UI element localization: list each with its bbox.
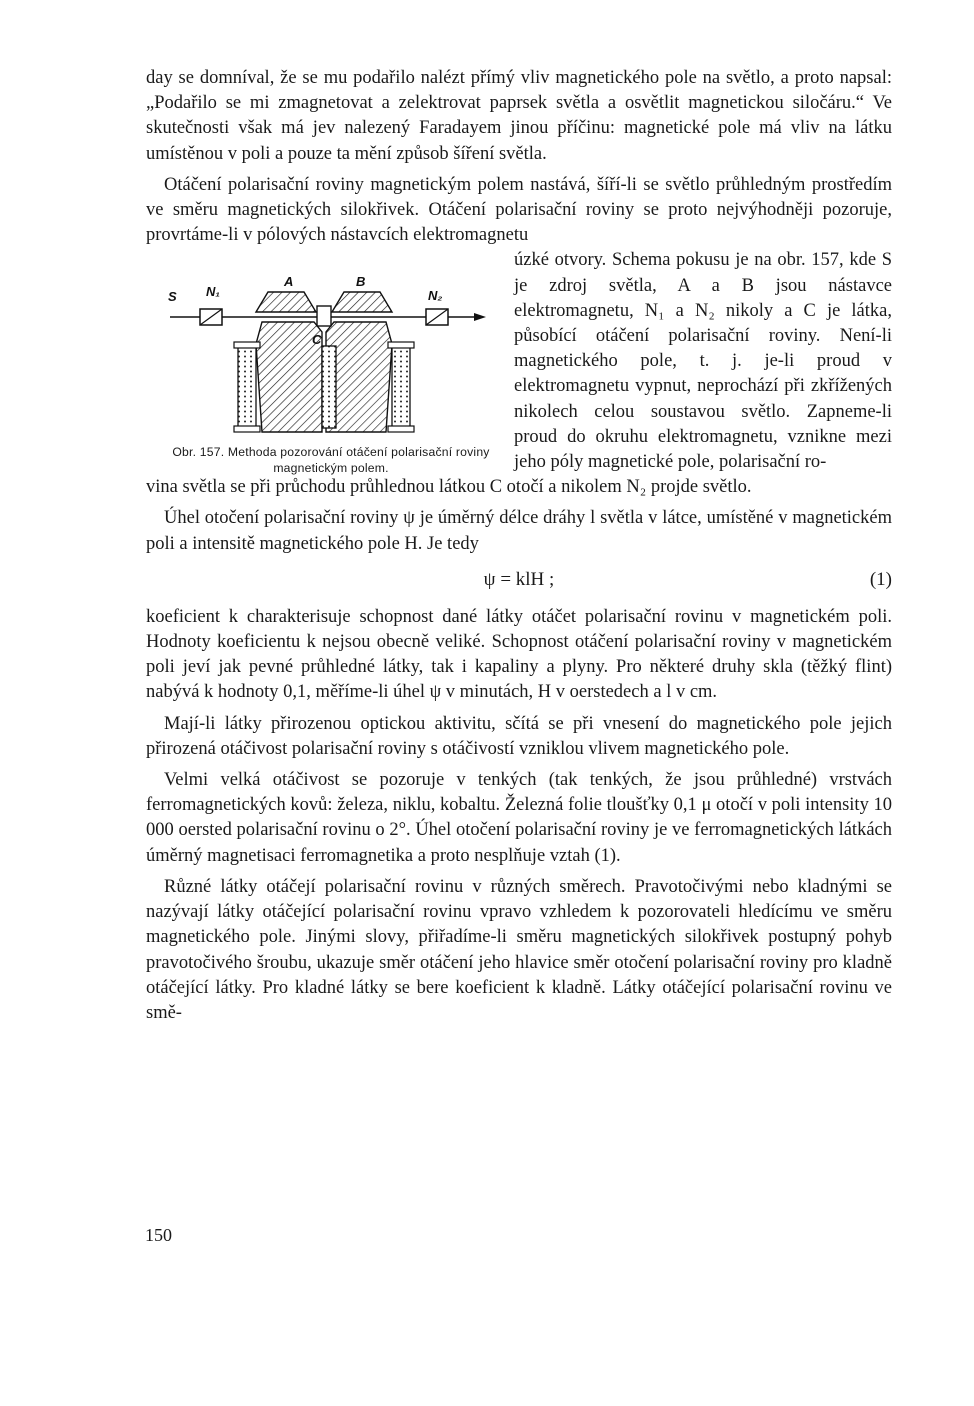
paragraph-2-wrapped: úzké otvory. Schema pokusu je na obr. 157, kde S je zdroj světla, A a B jsou nástavce elektromagnetu, N₁ a N₂ nikoly a C je látka, působící otáčení polarisační roviny. Není-li magnetického pole, t. j. je-li proud v elektromagnetu vypnut, neprochází při zkřížených nikolech celou soustavou světlo. Zapneme-li proud do okruhu elektromagnetu, vznikne mezi jeho póly magnetické pole, polarisační ro-: [514, 250, 892, 473]
paragraph-6: Velmi velká otáčivost se pozoruje v tenkých (tak tenkých, že jsou průhledné) vrstvách ferromagnetických kovů: železa, niklu, kobaltu. Železná folie tloušťky 0,1 μ otočí v poli intensity 10 000 oersted polarisační rovinu o 2°. Úhel otočení polarisační roviny je ve ferromagnetických látkách úměrný magnetisaci ferromagnetika a proto nesplňuje vztah (1).: [146, 770, 892, 866]
figure-157-diagram: [164, 274, 494, 436]
paragraph-4: koeficient k charakterisuje schopnost dané látky otáčet polarisační rovinu v magnetickém poli. Hodnoty koeficientu k nejsou obecně veliké. Schopnost otáčení polarisační roviny v magnetickém poli jeví jak pevné průhledné látky, tak i kapaliny a plyny. Pro některé druhy skla (těžký flint) nabývá k hodnoty 0,1, měříme-li úhel ψ v minutách, H v oerstedech a l v cm.: [146, 606, 892, 703]
paragraph-1: day se domníval, že se mu podařilo nalézt přímý vliv magnetického pole na světlo, a proto napsal: „Podařilo se mi zmagnetovat a zelektrovat paprsek světla a osvětlit magnetickou siločáru.“ Ve skutečnosti však má jev nalezený Faradayem jinou příčinu: magnetické pole má vliv na látku umístěnou v poli a pouze ta mění způsob šíření světla.: [146, 68, 892, 164]
figure-wrap-row: [146, 248, 892, 475]
coil-right-outer: [392, 346, 410, 428]
pole-piece-b: [332, 292, 392, 312]
paragraph-2-end: vina světla se při průchodu průhlednou látkou C otočí a nikolem N₂ projde světlo.: [146, 477, 752, 498]
figure-column: [146, 248, 514, 475]
paragraph-2: Otáčení polarisační roviny magnetickým polem nastává, šíří-li se světlo průhledným prostředím ve směru magnetických silokřivek. Otáčení polarisační roviny se proto nejvýhodněji pozoruje, provrtáme-li v pólových nástavcích elektromagnetu: [146, 174, 892, 246]
page-body: [146, 66, 892, 1026]
label-n2: N₂: [428, 288, 443, 304]
label-s: S: [168, 289, 177, 305]
paragraph-5: Mají-li látky přirozenou optickou aktivitu, sčítá se při vnesení do magnetického pole jejich přirozená otáčivost polarisační roviny s otáčivostí vzniklou vlivem magnetického pole.: [146, 713, 892, 759]
label-a: A: [284, 274, 294, 290]
page-number: 150: [145, 1225, 172, 1245]
label-n1: N₁: [206, 284, 220, 300]
coil-left-outer: [238, 346, 256, 428]
paragraph-7: Různé látky otáčejí polarisační rovinu v různých směrech. Pravotočivými nebo kladnými se nazývají látky otáčející polarisační rovinu vpravo vzhledem k pozorovateli hledícímu ve směru magnetického pole. Jinými slovy, přiřadíme-li směru magnetických silokřivek postupný pohyb pravotočivého šroubu, ukazuje směr otáčení jeho hlavice směr otočení polarisační roviny pro kladně otáčející látky. Pro kladné látky se bere koeficient k kladně. Látky otáčející polarisační rovinu ve smě-: [146, 876, 892, 1023]
formula-1: [146, 569, 892, 591]
label-b: B: [356, 274, 366, 290]
paragraph-3: Úhel otočení polarisační roviny ψ je úměrný délce dráhy l světla v látce, umístěné v magnetickém poli a intensitě magnetického pole H. Je tedy: [146, 508, 892, 554]
ray-arrowhead: [474, 313, 486, 321]
sample-c: [317, 306, 331, 326]
coil-center: [322, 346, 336, 428]
magnet-core-left: [256, 322, 322, 432]
figure-caption: Obr. 157. Methoda pozorování otáčení polarisační roviny magnetickým polem.: [172, 445, 490, 476]
pole-piece-a: [256, 292, 316, 312]
formula-expression: ψ = klH ;: [483, 568, 555, 590]
formula-number: (1): [869, 568, 892, 590]
wrapped-text-column: [514, 248, 892, 475]
